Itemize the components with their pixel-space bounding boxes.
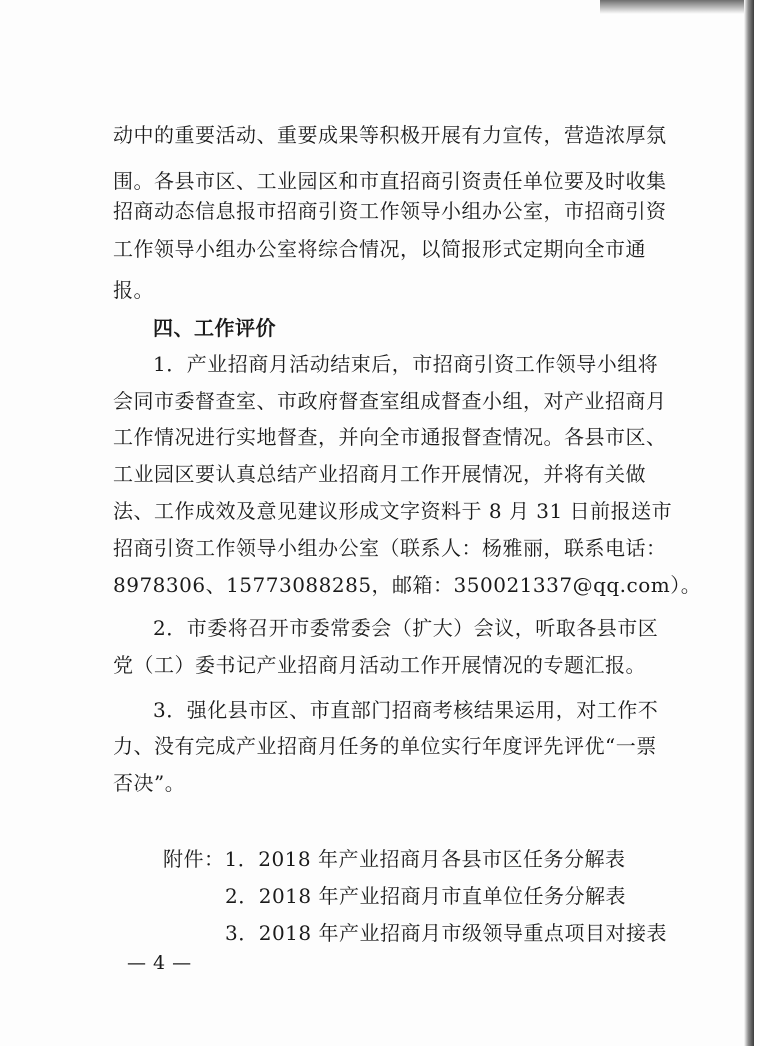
item3-line: 力、没有完成产业招商月任务的单位实行年度评先评优“一票	[113, 734, 657, 758]
item2-line: 党（工）委书记产业招商月活动工作开展情况的专题汇报。	[113, 653, 646, 677]
body-line: 工作领导小组办公室将综合情况，以简报形式定期向全市通	[113, 237, 646, 261]
page-number: — 4 —	[127, 952, 192, 974]
body-line: 围。各县市区、工业园区和市直招商引资责任单位要及时收集	[113, 169, 667, 193]
attachment-line: 3．2018 年产业招商月市级领导重点项目对接表	[225, 921, 667, 945]
body-line: 报。	[113, 278, 154, 302]
body-line: 动中的重要活动、重要成果等积极开展有力宣传，营造浓厚氛	[113, 123, 667, 147]
item3-line: 3．强化县市区、市直部门招商考核结果运用，对工作不	[153, 698, 659, 722]
item1-line: 工业园区要认真总结产业招商月工作开展情况，并将有关做	[113, 462, 646, 486]
item1-line: 8978306、15773088285，邮箱：350021337@qq.com）。	[113, 573, 702, 597]
section-heading: 四、工作评价	[153, 316, 276, 340]
item1-line: 1．产业招商月活动结束后，市招商引资工作领导小组将	[153, 352, 659, 376]
attachment-line: 2．2018 年产业招商月市直单位任务分解表	[225, 884, 626, 908]
attachment-line: 附件：1．2018 年产业招商月各县市区任务分解表	[163, 847, 626, 871]
item3-line: 否决”。	[113, 771, 186, 795]
item2-line: 2．市委将召开市委常委会（扩大）会议，听取各县市区	[153, 616, 659, 640]
item1-line: 工作情况进行实地督查，并向全市通报督查情况。各县市区、	[113, 425, 667, 449]
item1-line: 法、工作成效及意见建议形成文字资料于 8 月 31 日前报送市	[113, 499, 673, 523]
item1-line: 会同市委督查室、市政府督查室组成督查小组，对产业招商月	[113, 389, 667, 413]
item1-line: 招商引资工作领导小组办公室（联系人：杨雅丽，联系电话：	[113, 536, 667, 560]
body-line: 招商动态信息报市招商引资工作领导小组办公室，市招商引资	[113, 199, 667, 223]
